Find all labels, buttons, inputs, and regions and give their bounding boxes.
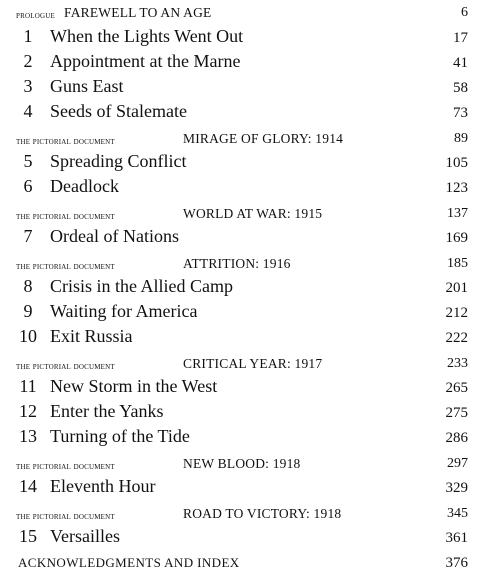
section-heading: ROAD TO VICTORY: 1918	[183, 506, 342, 521]
toc-chapter-row[interactable]	[0, 175, 484, 199]
chapter-title: Appointment at the Marne	[50, 51, 241, 71]
section-prefix: the pictorial document	[16, 462, 115, 472]
page-number: 58	[453, 80, 468, 96]
section-heading: ATTRITION: 1916	[183, 256, 291, 271]
chapter-number: 3	[23, 76, 33, 96]
chapter-title: Enter the Yanks	[50, 401, 164, 421]
chapter-number: 8	[23, 276, 33, 296]
section-prefix: the pictorial document	[16, 262, 115, 272]
chapter-title: Deadlock	[50, 176, 119, 196]
chapter-number: 10	[19, 326, 37, 346]
chapter-title: Guns East	[50, 76, 124, 96]
chapter-number: 6	[23, 176, 33, 196]
page-number: 233	[447, 356, 468, 371]
page-number: 329	[445, 480, 468, 496]
toc-section-row[interactable]	[0, 126, 484, 150]
toc-section-row[interactable]	[0, 451, 484, 475]
section-prefix: the pictorial document	[16, 362, 115, 372]
page-number: 17	[453, 30, 468, 46]
page-number: 6	[461, 5, 468, 20]
section-heading: CRITICAL YEAR: 1917	[183, 356, 323, 371]
section-heading: WORLD AT WAR: 1915	[183, 206, 323, 221]
chapter-title: When the Lights Went Out	[50, 26, 244, 46]
chapter-number: 14	[19, 476, 37, 496]
acknowledgments-heading: ACKNOWLEDGMENTS AND INDEX	[18, 555, 240, 570]
chapter-number: 1	[23, 26, 33, 46]
chapter-number: 13	[19, 426, 37, 446]
toc-chapter-row[interactable]	[0, 25, 484, 49]
page-number: 201	[445, 280, 468, 296]
page-number: 361	[445, 530, 468, 546]
page-number: 137	[447, 206, 468, 221]
chapter-number: 5	[23, 151, 33, 171]
chapter-number: 2	[23, 51, 33, 71]
page-number: 123	[445, 180, 468, 196]
toc-chapter-row[interactable]	[0, 400, 484, 424]
page-number: 105	[445, 155, 468, 171]
page-number: 222	[445, 330, 468, 346]
chapter-number: 9	[23, 301, 33, 321]
toc-section-row[interactable]	[0, 0, 484, 24]
toc-chapter-row[interactable]	[0, 325, 484, 349]
page-number: 275	[445, 405, 468, 421]
toc-section-row[interactable]	[0, 251, 484, 275]
section-prefix: prologue	[16, 11, 55, 21]
page-number: 41	[453, 55, 468, 71]
section-prefix: the pictorial document	[16, 137, 115, 147]
section-heading: FAREWELL TO AN AGE	[64, 5, 212, 20]
section-heading: NEW BLOOD: 1918	[183, 456, 301, 471]
page-number: 185	[447, 256, 468, 271]
toc-section-row[interactable]	[0, 201, 484, 225]
page-number: 286	[445, 430, 468, 446]
toc-chapter-row[interactable]	[0, 425, 484, 449]
page-number: 73	[453, 105, 468, 121]
page-number: 169	[445, 230, 468, 246]
toc-chapter-row[interactable]	[0, 475, 484, 499]
section-heading: MIRAGE OF GLORY: 1914	[183, 131, 344, 146]
chapter-title: New Storm in the West	[50, 376, 218, 396]
toc-chapter-row[interactable]	[0, 275, 484, 299]
chapter-title: Versailles	[50, 526, 120, 546]
chapter-title: Eleventh Hour	[50, 476, 156, 496]
chapter-title: Waiting for America	[50, 301, 198, 321]
toc-chapter-row[interactable]	[0, 525, 484, 549]
chapter-number: 12	[19, 401, 37, 421]
chapter-number: 11	[19, 376, 37, 396]
chapter-title: Seeds of Stalemate	[50, 101, 187, 121]
toc-chapter-row[interactable]	[0, 150, 484, 174]
chapter-title: Turning of the Tide	[50, 426, 190, 446]
toc-chapter-row[interactable]	[0, 75, 484, 99]
page-number: 212	[445, 305, 468, 321]
toc-ack-row[interactable]	[0, 550, 484, 574]
chapter-title: Crisis in the Allied Camp	[50, 276, 233, 296]
chapter-number: 15	[19, 526, 37, 546]
chapter-number: 4	[23, 101, 33, 121]
chapter-title: Exit Russia	[50, 326, 133, 346]
section-prefix: the pictorial document	[16, 212, 115, 222]
toc-chapter-row[interactable]	[0, 100, 484, 124]
toc-chapter-row[interactable]	[0, 375, 484, 399]
toc-chapter-row[interactable]	[0, 50, 484, 74]
page-number: 376	[445, 555, 468, 571]
page-number: 89	[454, 131, 468, 146]
toc-section-row[interactable]	[0, 351, 484, 375]
toc-section-row[interactable]	[0, 501, 484, 525]
chapter-number: 7	[23, 226, 33, 246]
page-number: 297	[447, 456, 468, 471]
chapter-title: Ordeal of Nations	[50, 226, 179, 246]
chapter-title: Spreading Conflict	[50, 151, 187, 171]
toc-chapter-row[interactable]	[0, 300, 484, 324]
page-number: 345	[447, 506, 468, 521]
page-number: 265	[445, 380, 468, 396]
toc-chapter-row[interactable]	[0, 225, 484, 249]
section-prefix: the pictorial document	[16, 512, 115, 522]
